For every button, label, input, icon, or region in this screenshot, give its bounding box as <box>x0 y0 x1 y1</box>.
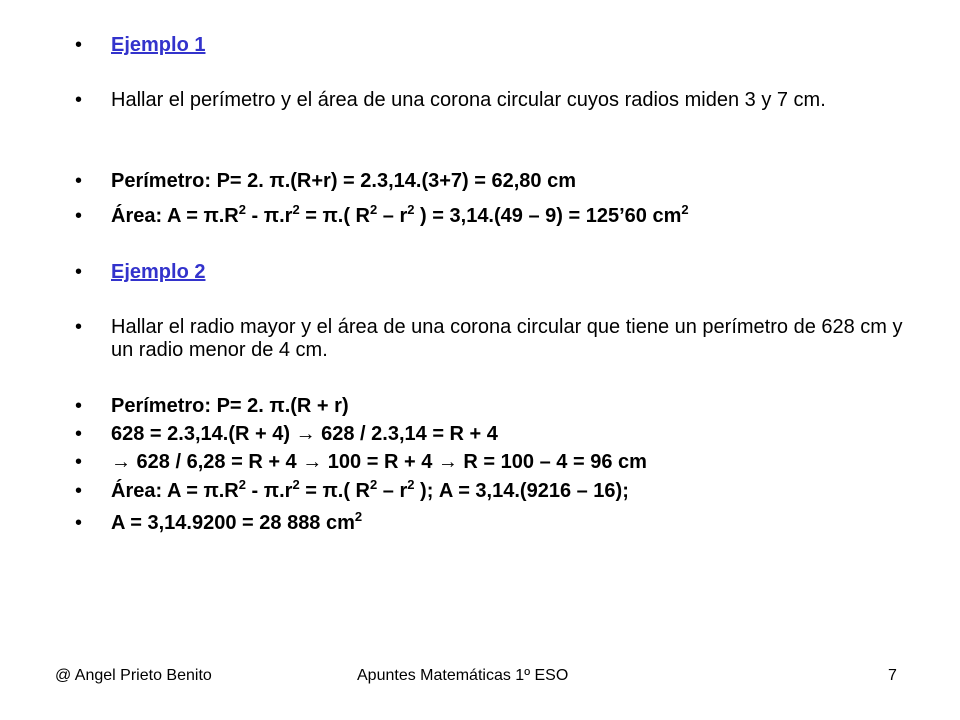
footer-author: @ Angel Prieto Benito <box>55 667 212 684</box>
example2-statement: Hallar el radio mayor y el área de una corona circular que tiene un perímetro de 628 cm y un radio menor de 4 cm. <box>111 316 903 361</box>
example1-perimeter: Perímetro: P= 2. π.(R+r) = 2.3,14.(3+7) = 62,80 cm <box>111 170 576 192</box>
example1-title-item <box>75 34 915 57</box>
example2-perimeter-item <box>75 395 915 418</box>
arrow-right-icon: → <box>437 451 458 473</box>
bullet: • <box>75 170 83 192</box>
example2-step2-item <box>75 451 915 474</box>
example1-title-link[interactable]: Ejemplo 1 <box>111 34 206 56</box>
example2-statement-item <box>75 316 915 362</box>
example2-area-item <box>75 477 915 503</box>
arrow-right-icon: → <box>111 451 131 473</box>
example2-perimeter: Perímetro: P= 2. π.(R + r) <box>111 395 349 417</box>
example2-title-link[interactable]: Ejemplo 2 <box>111 261 206 283</box>
example2-result-item <box>75 509 915 535</box>
bullet: • <box>75 395 83 417</box>
bullet: • <box>75 451 83 473</box>
example2-title-item <box>75 261 915 284</box>
example2-result: A = 3,14.9200 = 28 888 $cm^2$ <box>111 509 363 534</box>
footer-course: Apuntes Matemáticas 1º ESO <box>357 667 569 684</box>
bullet: • <box>75 512 83 534</box>
bullet: • <box>75 423 83 445</box>
footer-page-number: 7 <box>888 667 897 684</box>
bullet: • <box>75 34 83 56</box>
example2-step1-item <box>75 423 915 446</box>
example2-area-formula: Área: $A = \pi.R^2 - \pi.r^2 = \pi$.( $R^2 - r^2$ ); A = 3,14.(9216 – 16); <box>111 477 629 502</box>
example1-perimeter-item <box>75 170 915 193</box>
bullet: • <box>75 316 83 338</box>
example1-statement: Hallar el perímetro y el área de una corona circular cuyos radios miden 3 y 7 cm. <box>111 89 826 111</box>
example1-area-formula: Área: $A = \pi.R^2 - \pi.r^2 = \pi$.( $R^2 - r^2$ ) = 3,14.(49 – 9) = 125’60 $cm^2$ <box>111 202 689 227</box>
arrow-right-icon: → <box>295 423 316 445</box>
bullet: • <box>75 480 83 502</box>
example1-area-item <box>75 202 915 228</box>
example2-step2: → 628 / 6,28 = R + 4 → 100 = R + 4 → R = 100 – 4 = 96 cm <box>111 451 647 473</box>
bullet: • <box>75 205 83 227</box>
example2-step1: 628 = 2.3,14.(R + 4) → 628 / 2.3,14 = R + 4 <box>111 423 498 445</box>
arrow-right-icon: → <box>302 451 323 473</box>
example1-statement-item <box>75 89 915 112</box>
bullet: • <box>75 261 83 283</box>
bullet: • <box>75 89 83 111</box>
